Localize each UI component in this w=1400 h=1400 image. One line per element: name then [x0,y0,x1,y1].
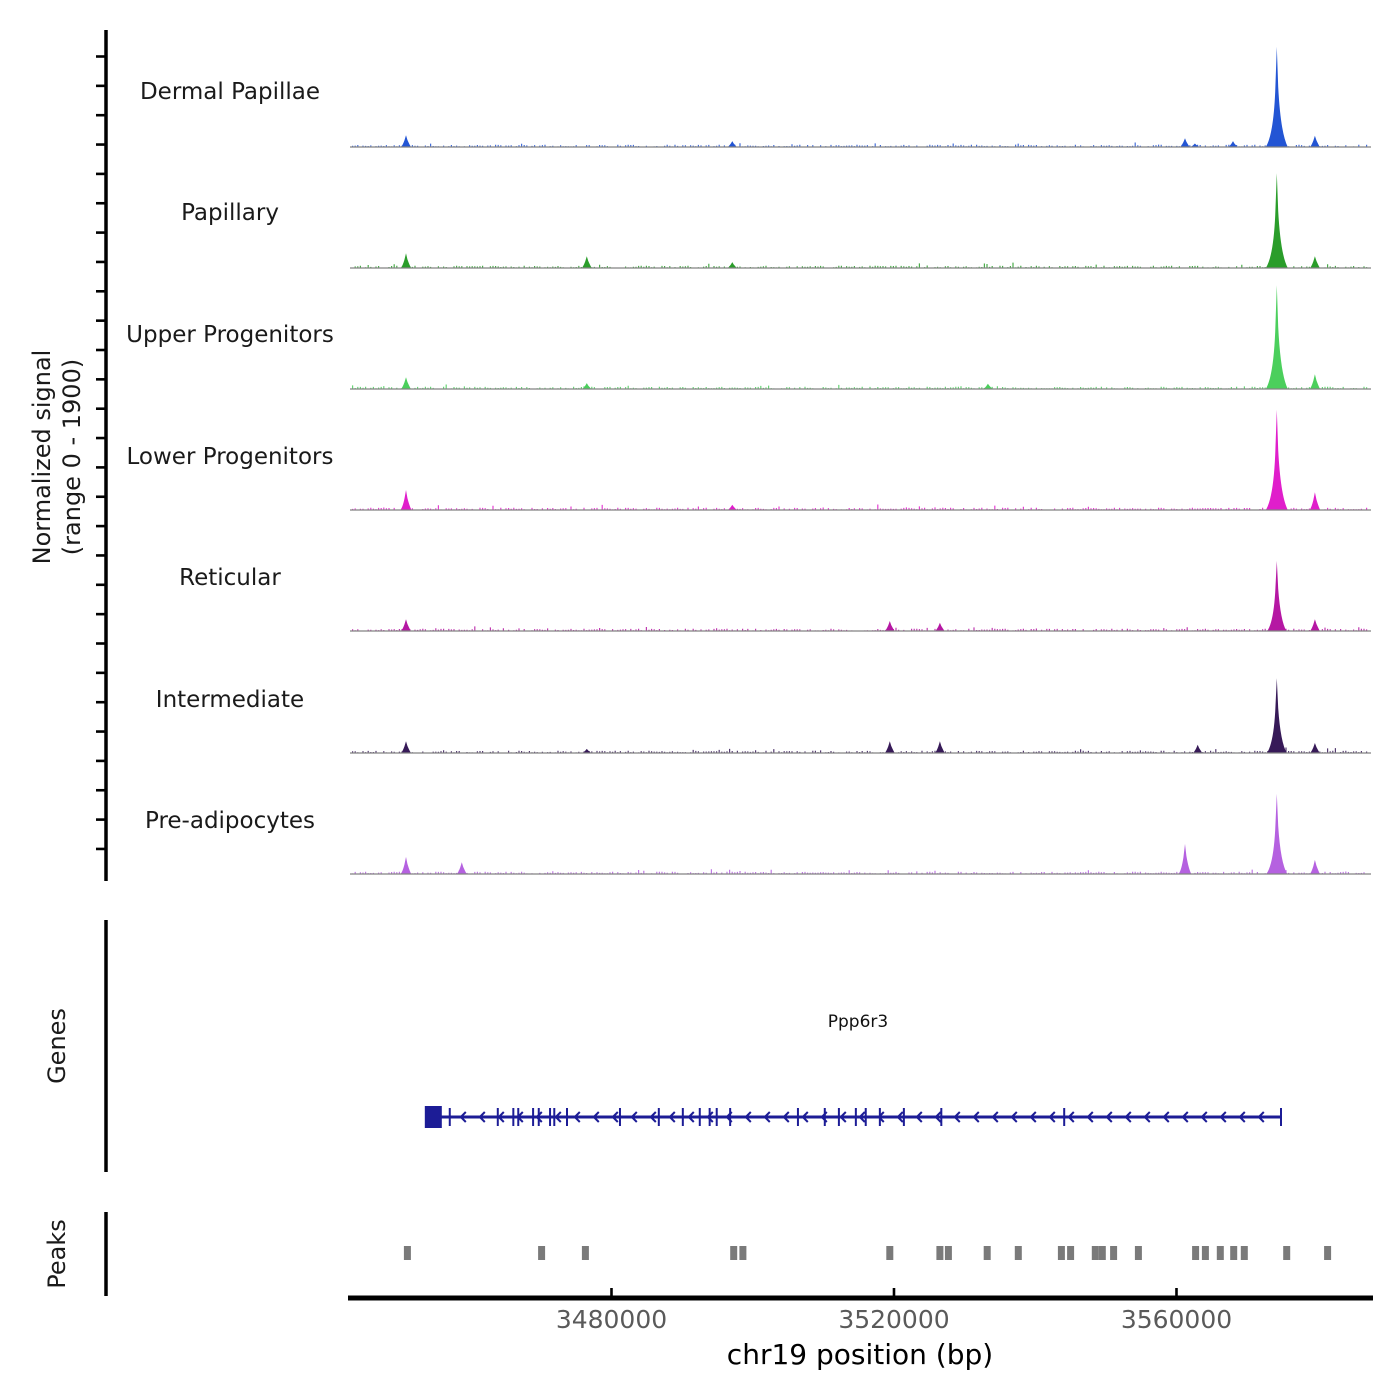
signal-peak [935,623,944,631]
peak-call-box [1230,1246,1237,1260]
peak-call-box [1067,1246,1074,1260]
peak-call-box [1217,1246,1224,1260]
signal-peak [1310,492,1321,510]
signal-peak [728,505,737,510]
signal-peak [401,253,411,268]
x-tick-label: 3560000 [1120,1305,1233,1334]
track-label-upper-progenitors: Upper Progenitors [126,322,334,348]
signal-peak [1229,141,1238,147]
signal-peak [728,141,737,147]
signal-peak [1266,285,1288,389]
peak-call-box [1241,1246,1248,1260]
signal-peak [457,862,467,874]
peak-call-box [1058,1246,1065,1260]
peak-call-box [1192,1246,1199,1260]
track-label-lower-progenitors: Lower Progenitors [126,444,334,470]
signal-peak [1310,743,1320,753]
signal-peak [1310,136,1320,147]
peak-call-box [1135,1246,1142,1260]
signal-peak [1310,374,1320,389]
peak-call-box [886,1246,893,1260]
x-tick-label: 3480000 [555,1305,668,1334]
peak-call-box [945,1246,952,1260]
signal-peak [582,383,591,389]
signal-peak [401,741,411,753]
signal-noise-3 [352,505,1367,511]
signal-peak [401,377,411,389]
peaks-section-label: Peaks [43,1219,71,1289]
peak-call-box [538,1246,545,1260]
peak-call-box [1110,1246,1117,1260]
signal-peak [885,741,895,753]
signal-peak [1266,173,1288,268]
peak-call-box [1015,1246,1022,1260]
gene-name-ppp6r3: Ppp6r3 [827,1012,889,1032]
peak-call-box [1202,1246,1209,1260]
signal-peak [984,384,993,389]
gene-start-exon-box [425,1106,442,1128]
signal-noise-0 [352,143,1367,148]
track-label-reticular: Reticular [179,565,281,591]
signal-peak [1267,561,1286,631]
signal-peak [1267,678,1287,753]
track-label-dermal-papillae: Dermal Papillae [139,79,321,105]
signal-noise-2 [352,385,1367,390]
signal-noise-1 [352,263,1367,268]
signal-peak [1193,745,1202,753]
peak-call-box [1099,1246,1106,1260]
signal-peak [400,490,411,510]
signal-noise-4 [352,626,1367,631]
signal-peak [1310,860,1320,874]
track-label-intermediate: Intermediate [155,687,305,713]
signal-axis-label-line2: (range 0 - 1900) [58,358,86,556]
signal-peak [1266,47,1288,147]
peak-call-box [936,1246,943,1260]
signal-peak [401,135,411,147]
track-label-pre-adipocytes: Pre-adipocytes [144,808,316,834]
signal-peak [1310,256,1320,268]
peak-call-box [1283,1246,1290,1260]
x-tick-label: 3520000 [838,1305,950,1334]
peak-call-box [404,1246,411,1260]
signal-peak [401,619,411,631]
signal-peak [1266,794,1287,874]
signal-peak [935,741,945,753]
genes-section-label: Genes [43,1008,71,1084]
signal-peak [1179,844,1192,874]
signal-peak [1180,138,1189,147]
peak-call-box [739,1246,746,1260]
x-axis-title: chr19 position (bp) [726,1338,994,1371]
signal-peak [582,256,592,268]
peak-call-box [1324,1246,1331,1260]
signal-peak [1310,619,1320,631]
signal-peak [885,621,895,631]
track-label-papillary: Papillary [181,200,279,226]
signal-peak [401,857,412,874]
signal-noise-6 [352,869,1367,874]
signal-peak [1266,410,1288,510]
signal-peak [728,262,737,268]
signal-noise-5 [352,748,1367,754]
signal-axis-label [25,287,89,627]
peak-call-box [730,1246,737,1260]
peak-call-box [582,1246,589,1260]
peak-call-box [984,1246,991,1260]
signal-axis-label-line1: Normalized signal [27,349,56,565]
peak-call-box [1092,1246,1099,1260]
